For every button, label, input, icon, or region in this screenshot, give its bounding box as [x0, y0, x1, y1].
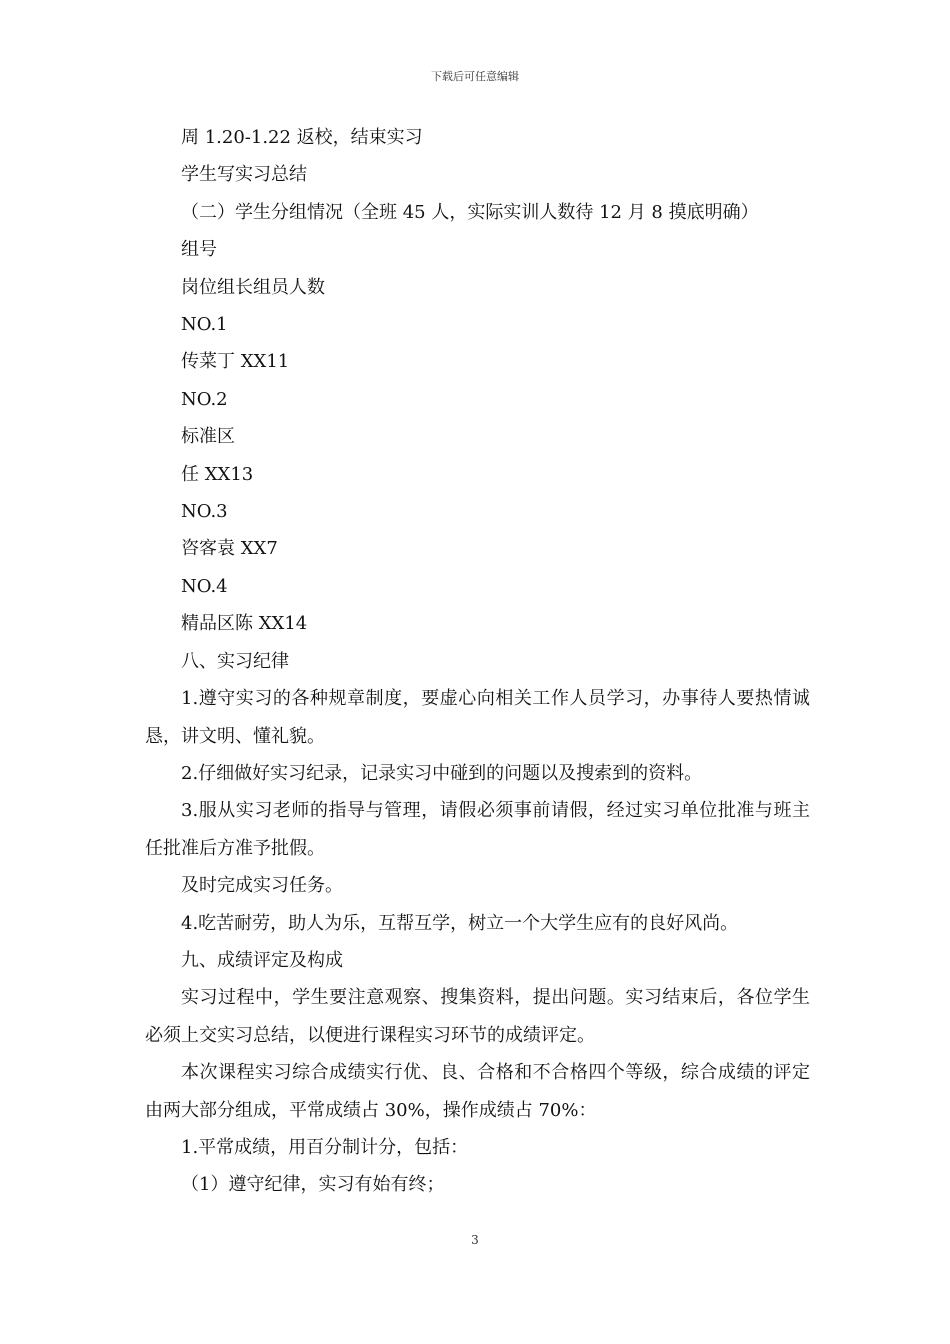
text-line: 传菜丁 XX11: [181, 351, 290, 373]
text-line: NO.4: [181, 575, 228, 597]
section-heading: 八、实习纪律: [181, 650, 289, 672]
page-number: 3: [471, 1233, 479, 1247]
paragraph: 本次课程实习综合成绩实行优、良、合格和不合格四个等级，综合成绩的评定由两大部分组成，平常成绩占 30%，操作成绩占 70%：: [145, 1062, 810, 1121]
text-line: 学生写实习总结: [181, 164, 307, 186]
text-line: 咨客袁 XX7: [181, 538, 278, 560]
text-line: 精品区陈 XX14: [181, 613, 308, 635]
text-line: 任 XX13: [181, 463, 254, 485]
text-line: NO.1: [181, 314, 228, 336]
rule-item: 4.吃苦耐劳，助人为乐，互帮互学，树立一个大学生应有的良好风尚。: [181, 912, 739, 934]
rule-item: 3.服从实习老师的指导与管理，请假必须事前请假，经过实习单位批准与班主任批准后方准予批假。: [145, 800, 810, 859]
document-body: [145, 119, 810, 1204]
page-header: 下载后可任意编辑: [431, 70, 519, 83]
section-heading: 九、成绩评定及构成: [181, 949, 343, 971]
paragraph: 实习过程中，学生要注意观察、搜集资料，提出问题。实习结束后，各位学生必须上交实习总结，以便进行课程实习环节的成绩评定。: [145, 987, 810, 1046]
text-line: NO.2: [181, 388, 228, 410]
text-line: 组号: [181, 239, 217, 261]
text-line: 岗位组长组员人数: [181, 276, 325, 298]
text-line: 1.平常成绩，用百分制计分，包括：: [181, 1136, 469, 1158]
section-subtitle: （二）学生分组情况（全班 45 人，实际实训人数待 12 月 8 摸底明确）: [181, 201, 759, 223]
text-line: NO.3: [181, 501, 228, 523]
text-line: （1）遵守纪律，实习有始有终；: [181, 1174, 445, 1196]
rule-item: 及时完成实习任务。: [181, 875, 343, 897]
text-line: 周 1.20-1.22 返校，结束实习: [181, 127, 423, 148]
rule-item: 2.仔细做好实习纪录，记录实习中碰到的问题以及搜索到的资料。: [181, 762, 703, 784]
rule-item: 1.遵守实习的各种规章制度，要虚心向相关工作人员学习，办事待人要热情诚恳，讲文明、懂礼貌。: [145, 688, 810, 747]
text-line: 标准区: [181, 426, 235, 448]
